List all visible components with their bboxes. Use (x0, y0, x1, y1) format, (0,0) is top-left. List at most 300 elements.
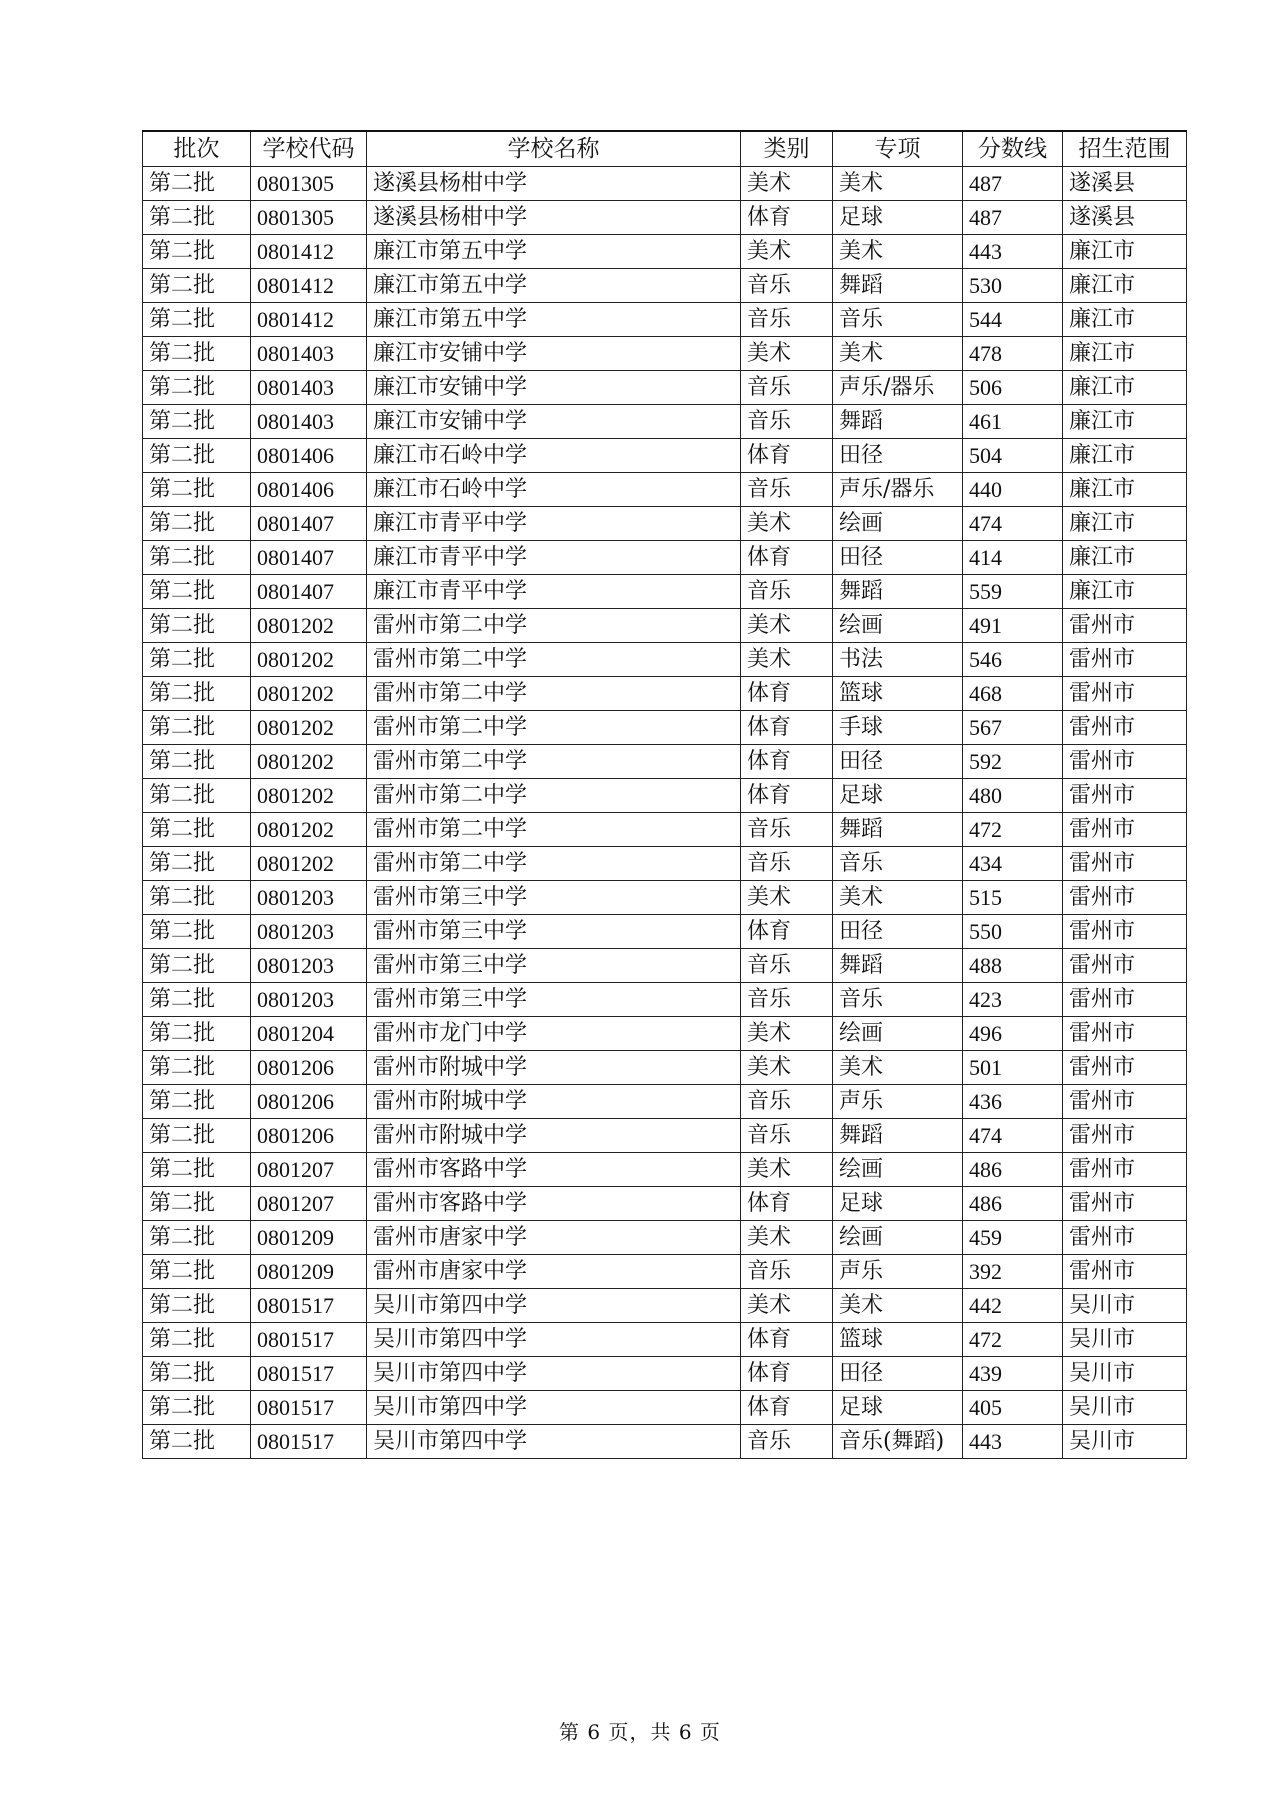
cell-category: 美术 (741, 609, 833, 643)
cell-school-name: 雷州市第二中学 (367, 745, 741, 779)
cell-school-name: 廉江市安铺中学 (367, 337, 741, 371)
table-row (143, 949, 1187, 983)
cell-category: 音乐 (741, 1085, 833, 1119)
cell-enrollment-area: 雷州市 (1063, 677, 1187, 711)
cell-category: 体育 (741, 1357, 833, 1391)
cell-school-code: 0801403 (251, 337, 367, 371)
cell-batch: 第二批 (143, 167, 251, 201)
cell-school-code: 0801305 (251, 201, 367, 235)
header-school-name: 学校名称 (367, 131, 741, 167)
cell-category: 美术 (741, 643, 833, 677)
cell-batch: 第二批 (143, 371, 251, 405)
cell-school-name: 雷州市第二中学 (367, 677, 741, 711)
cell-school-name: 吴川市第四中学 (367, 1289, 741, 1323)
cell-school-code: 0801203 (251, 949, 367, 983)
cell-category: 体育 (741, 1323, 833, 1357)
cell-school-code: 0801202 (251, 643, 367, 677)
header-specialty: 专项 (833, 131, 963, 167)
cell-specialty: 舞蹈 (833, 813, 963, 847)
cell-enrollment-area: 吴川市 (1063, 1357, 1187, 1391)
cell-school-name: 廉江市石岭中学 (367, 439, 741, 473)
admissions-table (142, 130, 1187, 1459)
cell-specialty: 美术 (833, 235, 963, 269)
cell-batch: 第二批 (143, 1119, 251, 1153)
table-body (143, 167, 1187, 1459)
cell-category: 音乐 (741, 303, 833, 337)
table-row (143, 507, 1187, 541)
cell-enrollment-area: 雷州市 (1063, 1153, 1187, 1187)
cell-school-name: 廉江市青平中学 (367, 541, 741, 575)
cell-category: 音乐 (741, 1119, 833, 1153)
cell-specialty: 书法 (833, 643, 963, 677)
cell-enrollment-area: 雷州市 (1063, 881, 1187, 915)
cell-score-line: 486 (963, 1153, 1063, 1187)
cell-school-code: 0801406 (251, 473, 367, 507)
cell-enrollment-area: 吴川市 (1063, 1391, 1187, 1425)
cell-school-code: 0801203 (251, 915, 367, 949)
cell-enrollment-area: 廉江市 (1063, 405, 1187, 439)
cell-specialty: 美术 (833, 167, 963, 201)
cell-score-line: 530 (963, 269, 1063, 303)
cell-batch: 第二批 (143, 235, 251, 269)
cell-school-code: 0801209 (251, 1255, 367, 1289)
cell-specialty: 声乐 (833, 1085, 963, 1119)
table-row (143, 541, 1187, 575)
cell-batch: 第二批 (143, 439, 251, 473)
cell-school-code: 0801209 (251, 1221, 367, 1255)
cell-specialty: 田径 (833, 745, 963, 779)
cell-batch: 第二批 (143, 1425, 251, 1459)
cell-score-line: 478 (963, 337, 1063, 371)
cell-category: 体育 (741, 1391, 833, 1425)
cell-batch: 第二批 (143, 915, 251, 949)
cell-category: 音乐 (741, 405, 833, 439)
cell-batch: 第二批 (143, 575, 251, 609)
table-row (143, 575, 1187, 609)
cell-enrollment-area: 廉江市 (1063, 473, 1187, 507)
cell-enrollment-area: 廉江市 (1063, 269, 1187, 303)
cell-school-name: 吴川市第四中学 (367, 1323, 741, 1357)
cell-school-name: 廉江市第五中学 (367, 235, 741, 269)
cell-enrollment-area: 雷州市 (1063, 643, 1187, 677)
table-row (143, 609, 1187, 643)
table-header-row (143, 131, 1187, 167)
cell-score-line: 440 (963, 473, 1063, 507)
cell-batch: 第二批 (143, 541, 251, 575)
cell-batch: 第二批 (143, 303, 251, 337)
cell-specialty: 美术 (833, 881, 963, 915)
table-row (143, 473, 1187, 507)
cell-school-name: 雷州市附城中学 (367, 1119, 741, 1153)
cell-school-name: 雷州市唐家中学 (367, 1221, 741, 1255)
cell-school-name: 雷州市客路中学 (367, 1187, 741, 1221)
table-row (143, 1085, 1187, 1119)
cell-category: 体育 (741, 711, 833, 745)
cell-score-line: 496 (963, 1017, 1063, 1051)
cell-school-name: 雷州市唐家中学 (367, 1255, 741, 1289)
cell-specialty: 美术 (833, 1051, 963, 1085)
cell-score-line: 434 (963, 847, 1063, 881)
table-row (143, 1051, 1187, 1085)
cell-specialty: 篮球 (833, 677, 963, 711)
cell-school-code: 0801517 (251, 1391, 367, 1425)
cell-school-code: 0801517 (251, 1289, 367, 1323)
cell-enrollment-area: 雷州市 (1063, 1187, 1187, 1221)
cell-batch: 第二批 (143, 643, 251, 677)
cell-specialty: 田径 (833, 439, 963, 473)
cell-school-name: 雷州市第二中学 (367, 847, 741, 881)
cell-school-code: 0801202 (251, 609, 367, 643)
cell-enrollment-area: 廉江市 (1063, 575, 1187, 609)
cell-school-code: 0801203 (251, 983, 367, 1017)
cell-score-line: 459 (963, 1221, 1063, 1255)
cell-score-line: 488 (963, 949, 1063, 983)
cell-school-code: 0801202 (251, 813, 367, 847)
cell-batch: 第二批 (143, 1187, 251, 1221)
table-row (143, 1187, 1187, 1221)
cell-specialty: 绘画 (833, 1017, 963, 1051)
table-row (143, 371, 1187, 405)
cell-score-line: 405 (963, 1391, 1063, 1425)
cell-score-line: 550 (963, 915, 1063, 949)
table-row (143, 1017, 1187, 1051)
table-row (143, 201, 1187, 235)
cell-batch: 第二批 (143, 1323, 251, 1357)
cell-enrollment-area: 雷州市 (1063, 1085, 1187, 1119)
cell-enrollment-area: 雷州市 (1063, 847, 1187, 881)
cell-score-line: 474 (963, 507, 1063, 541)
cell-specialty: 舞蹈 (833, 1119, 963, 1153)
cell-score-line: 504 (963, 439, 1063, 473)
cell-school-name: 雷州市第三中学 (367, 983, 741, 1017)
cell-specialty: 田径 (833, 915, 963, 949)
cell-category: 音乐 (741, 983, 833, 1017)
cell-score-line: 487 (963, 167, 1063, 201)
table-row (143, 677, 1187, 711)
cell-specialty: 舞蹈 (833, 405, 963, 439)
cell-score-line: 414 (963, 541, 1063, 575)
cell-school-code: 0801206 (251, 1051, 367, 1085)
cell-specialty: 舞蹈 (833, 575, 963, 609)
cell-batch: 第二批 (143, 473, 251, 507)
cell-school-name: 吴川市第四中学 (367, 1357, 741, 1391)
cell-score-line: 439 (963, 1357, 1063, 1391)
cell-specialty: 美术 (833, 337, 963, 371)
cell-school-name: 廉江市石岭中学 (367, 473, 741, 507)
cell-category: 音乐 (741, 575, 833, 609)
table-row (143, 1119, 1187, 1153)
cell-school-name: 雷州市第二中学 (367, 711, 741, 745)
cell-score-line: 491 (963, 609, 1063, 643)
table-row (143, 745, 1187, 779)
cell-batch: 第二批 (143, 405, 251, 439)
cell-school-name: 雷州市客路中学 (367, 1153, 741, 1187)
cell-enrollment-area: 吴川市 (1063, 1289, 1187, 1323)
cell-batch: 第二批 (143, 609, 251, 643)
cell-enrollment-area: 雷州市 (1063, 1221, 1187, 1255)
cell-batch: 第二批 (143, 1391, 251, 1425)
cell-score-line: 442 (963, 1289, 1063, 1323)
table-row (143, 643, 1187, 677)
table-row (143, 269, 1187, 303)
cell-enrollment-area: 雷州市 (1063, 1119, 1187, 1153)
cell-batch: 第二批 (143, 949, 251, 983)
cell-batch: 第二批 (143, 813, 251, 847)
cell-specialty: 舞蹈 (833, 269, 963, 303)
cell-school-name: 雷州市第二中学 (367, 609, 741, 643)
cell-school-code: 0801407 (251, 507, 367, 541)
cell-batch: 第二批 (143, 1017, 251, 1051)
cell-specialty: 篮球 (833, 1323, 963, 1357)
cell-specialty: 音乐 (833, 303, 963, 337)
table-row (143, 1289, 1187, 1323)
cell-batch: 第二批 (143, 337, 251, 371)
cell-school-code: 0801202 (251, 745, 367, 779)
table-row (143, 779, 1187, 813)
cell-category: 体育 (741, 439, 833, 473)
cell-score-line: 472 (963, 1323, 1063, 1357)
cell-score-line: 546 (963, 643, 1063, 677)
cell-school-name: 雷州市第二中学 (367, 813, 741, 847)
cell-school-code: 0801412 (251, 303, 367, 337)
table-row (143, 1391, 1187, 1425)
cell-specialty: 绘画 (833, 609, 963, 643)
cell-batch: 第二批 (143, 201, 251, 235)
cell-category: 体育 (741, 541, 833, 575)
cell-enrollment-area: 廉江市 (1063, 235, 1187, 269)
cell-school-code: 0801202 (251, 847, 367, 881)
cell-category: 美术 (741, 881, 833, 915)
cell-school-code: 0801412 (251, 269, 367, 303)
cell-enrollment-area: 遂溪县 (1063, 201, 1187, 235)
cell-score-line: 559 (963, 575, 1063, 609)
cell-school-name: 雷州市第二中学 (367, 643, 741, 677)
cell-batch: 第二批 (143, 745, 251, 779)
cell-school-code: 0801517 (251, 1323, 367, 1357)
cell-score-line: 468 (963, 677, 1063, 711)
cell-school-code: 0801407 (251, 541, 367, 575)
cell-category: 音乐 (741, 371, 833, 405)
cell-school-name: 廉江市安铺中学 (367, 371, 741, 405)
cell-school-code: 0801517 (251, 1425, 367, 1459)
cell-specialty: 声乐/器乐 (833, 473, 963, 507)
cell-score-line: 474 (963, 1119, 1063, 1153)
cell-school-code: 0801517 (251, 1357, 367, 1391)
cell-specialty: 手球 (833, 711, 963, 745)
cell-category: 美术 (741, 1289, 833, 1323)
cell-enrollment-area: 雷州市 (1063, 949, 1187, 983)
cell-school-code: 0801207 (251, 1187, 367, 1221)
cell-score-line: 567 (963, 711, 1063, 745)
table-row (143, 1425, 1187, 1459)
cell-specialty: 舞蹈 (833, 949, 963, 983)
cell-school-code: 0801403 (251, 405, 367, 439)
cell-enrollment-area: 雷州市 (1063, 1017, 1187, 1051)
cell-school-code: 0801204 (251, 1017, 367, 1051)
cell-school-name: 吴川市第四中学 (367, 1425, 741, 1459)
cell-enrollment-area: 廉江市 (1063, 439, 1187, 473)
cell-school-code: 0801305 (251, 167, 367, 201)
cell-school-name: 雷州市第三中学 (367, 881, 741, 915)
cell-batch: 第二批 (143, 269, 251, 303)
table-row (143, 711, 1187, 745)
cell-school-code: 0801412 (251, 235, 367, 269)
cell-score-line: 443 (963, 1425, 1063, 1459)
cell-specialty: 音乐(舞蹈) (833, 1425, 963, 1459)
cell-enrollment-area: 雷州市 (1063, 779, 1187, 813)
cell-score-line: 461 (963, 405, 1063, 439)
cell-batch: 第二批 (143, 1289, 251, 1323)
cell-category: 体育 (741, 677, 833, 711)
cell-category: 体育 (741, 745, 833, 779)
cell-score-line: 392 (963, 1255, 1063, 1289)
cell-category: 音乐 (741, 1425, 833, 1459)
cell-score-line: 506 (963, 371, 1063, 405)
cell-batch: 第二批 (143, 1153, 251, 1187)
cell-enrollment-area: 廉江市 (1063, 337, 1187, 371)
cell-category: 美术 (741, 167, 833, 201)
cell-score-line: 480 (963, 779, 1063, 813)
cell-batch: 第二批 (143, 1221, 251, 1255)
cell-school-name: 雷州市附城中学 (367, 1085, 741, 1119)
cell-enrollment-area: 雷州市 (1063, 915, 1187, 949)
cell-enrollment-area: 廉江市 (1063, 371, 1187, 405)
cell-category: 美术 (741, 337, 833, 371)
cell-school-code: 0801407 (251, 575, 367, 609)
header-batch: 批次 (143, 131, 251, 167)
cell-school-code: 0801207 (251, 1153, 367, 1187)
cell-enrollment-area: 遂溪县 (1063, 167, 1187, 201)
cell-category: 音乐 (741, 473, 833, 507)
cell-category: 美术 (741, 1017, 833, 1051)
header-category: 类别 (741, 131, 833, 167)
cell-school-code: 0801403 (251, 371, 367, 405)
table-row (143, 1357, 1187, 1391)
cell-specialty: 美术 (833, 1289, 963, 1323)
header-score-line: 分数线 (963, 131, 1063, 167)
cell-enrollment-area: 廉江市 (1063, 507, 1187, 541)
cell-specialty: 足球 (833, 1187, 963, 1221)
cell-category: 音乐 (741, 813, 833, 847)
cell-category: 音乐 (741, 949, 833, 983)
cell-school-code: 0801206 (251, 1119, 367, 1153)
cell-specialty: 绘画 (833, 1221, 963, 1255)
cell-category: 美术 (741, 507, 833, 541)
cell-school-code: 0801202 (251, 779, 367, 813)
cell-score-line: 515 (963, 881, 1063, 915)
cell-school-name: 雷州市第三中学 (367, 915, 741, 949)
cell-school-name: 雷州市龙门中学 (367, 1017, 741, 1051)
cell-score-line: 592 (963, 745, 1063, 779)
cell-score-line: 443 (963, 235, 1063, 269)
cell-school-code: 0801206 (251, 1085, 367, 1119)
table-row (143, 235, 1187, 269)
cell-enrollment-area: 吴川市 (1063, 1425, 1187, 1459)
cell-enrollment-area: 雷州市 (1063, 983, 1187, 1017)
cell-enrollment-area: 雷州市 (1063, 1051, 1187, 1085)
cell-enrollment-area: 吴川市 (1063, 1323, 1187, 1357)
cell-enrollment-area: 雷州市 (1063, 711, 1187, 745)
table-row (143, 1221, 1187, 1255)
cell-school-name: 雷州市附城中学 (367, 1051, 741, 1085)
page-number: 第 6 页，共 6 页 (559, 1720, 721, 1744)
cell-batch: 第二批 (143, 1085, 251, 1119)
table-row (143, 813, 1187, 847)
cell-school-code: 0801202 (251, 677, 367, 711)
cell-specialty: 田径 (833, 541, 963, 575)
cell-category: 美术 (741, 1153, 833, 1187)
cell-category: 音乐 (741, 847, 833, 881)
cell-category: 体育 (741, 201, 833, 235)
table-row (143, 303, 1187, 337)
cell-category: 美术 (741, 235, 833, 269)
cell-enrollment-area: 廉江市 (1063, 303, 1187, 337)
cell-school-name: 吴川市第四中学 (367, 1391, 741, 1425)
cell-school-name: 雷州市第三中学 (367, 949, 741, 983)
cell-specialty: 音乐 (833, 847, 963, 881)
cell-score-line: 472 (963, 813, 1063, 847)
cell-score-line: 487 (963, 201, 1063, 235)
cell-enrollment-area: 雷州市 (1063, 813, 1187, 847)
cell-category: 体育 (741, 915, 833, 949)
cell-enrollment-area: 雷州市 (1063, 1255, 1187, 1289)
cell-specialty: 足球 (833, 201, 963, 235)
cell-school-code: 0801406 (251, 439, 367, 473)
cell-batch: 第二批 (143, 677, 251, 711)
table-row (143, 337, 1187, 371)
cell-specialty: 足球 (833, 1391, 963, 1425)
cell-enrollment-area: 廉江市 (1063, 541, 1187, 575)
cell-enrollment-area: 雷州市 (1063, 745, 1187, 779)
cell-category: 美术 (741, 1051, 833, 1085)
cell-specialty: 声乐 (833, 1255, 963, 1289)
cell-batch: 第二批 (143, 983, 251, 1017)
cell-school-name: 廉江市青平中学 (367, 575, 741, 609)
cell-batch: 第二批 (143, 881, 251, 915)
cell-enrollment-area: 雷州市 (1063, 609, 1187, 643)
header-school-code: 学校代码 (251, 131, 367, 167)
cell-school-name: 遂溪县杨柑中学 (367, 167, 741, 201)
cell-school-name: 廉江市青平中学 (367, 507, 741, 541)
cell-batch: 第二批 (143, 1051, 251, 1085)
table-row (143, 915, 1187, 949)
cell-specialty: 绘画 (833, 507, 963, 541)
table-row (143, 439, 1187, 473)
cell-batch: 第二批 (143, 779, 251, 813)
cell-batch: 第二批 (143, 1357, 251, 1391)
cell-category: 音乐 (741, 1255, 833, 1289)
table-row (143, 1323, 1187, 1357)
table-row (143, 405, 1187, 439)
cell-batch: 第二批 (143, 1255, 251, 1289)
cell-score-line: 544 (963, 303, 1063, 337)
cell-batch: 第二批 (143, 711, 251, 745)
cell-score-line: 501 (963, 1051, 1063, 1085)
cell-specialty: 声乐/器乐 (833, 371, 963, 405)
cell-score-line: 423 (963, 983, 1063, 1017)
table-row (143, 847, 1187, 881)
header-enrollment-area: 招生范围 (1063, 131, 1187, 167)
cell-school-name: 雷州市第二中学 (367, 779, 741, 813)
cell-school-name: 廉江市安铺中学 (367, 405, 741, 439)
table-row (143, 1255, 1187, 1289)
cell-category: 音乐 (741, 269, 833, 303)
cell-batch: 第二批 (143, 847, 251, 881)
cell-school-code: 0801203 (251, 881, 367, 915)
cell-score-line: 436 (963, 1085, 1063, 1119)
cell-school-code: 0801202 (251, 711, 367, 745)
cell-school-name: 廉江市第五中学 (367, 303, 741, 337)
